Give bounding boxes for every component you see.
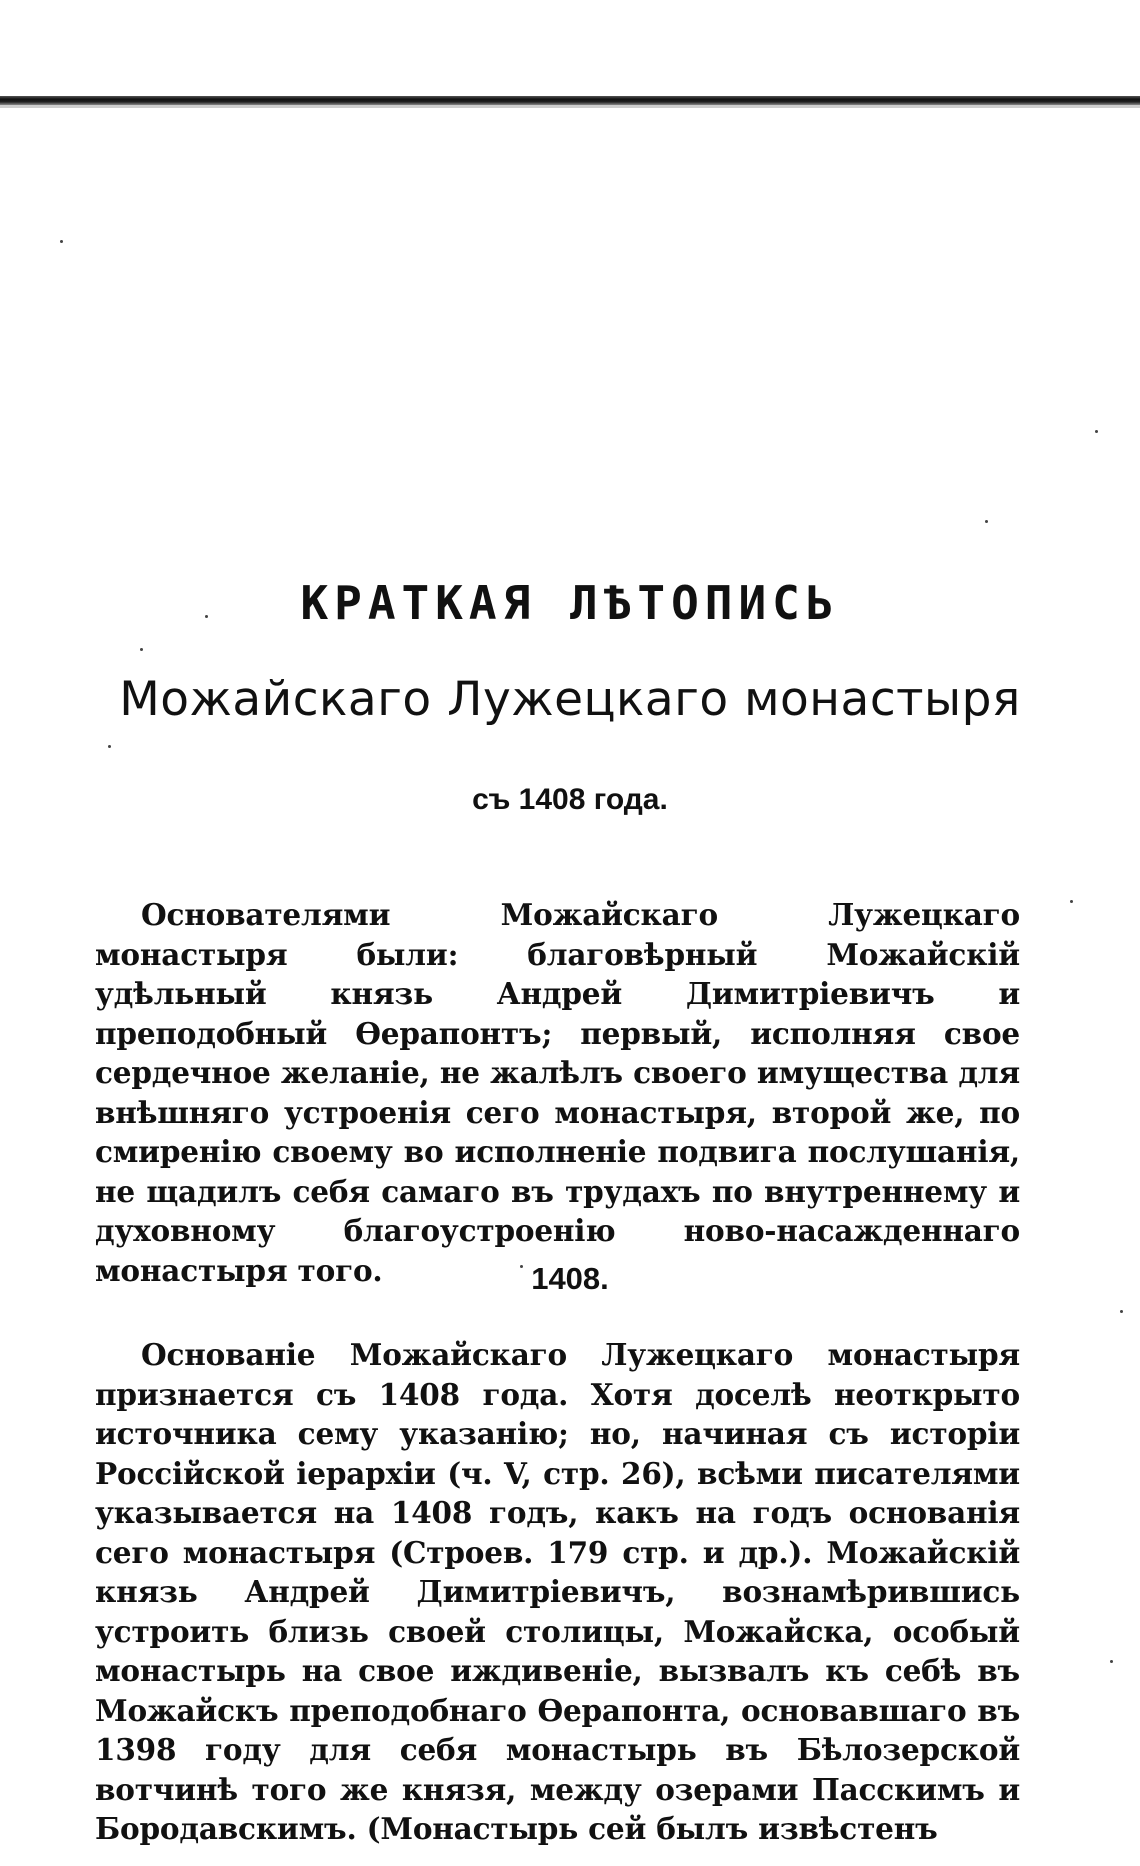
top-border-rule [0, 96, 1140, 105]
print-speck [1120, 1310, 1123, 1313]
print-speck [1095, 430, 1098, 433]
founding-paragraph: Основаніе Можайскаго Лужецкаго монастыря признается съ 1408 года. Хотя доселѣ неоткрыто источника сему указанію; но, начиная съ исторіи Россійской іерархіи (ч. V, стр. 26), всѣми писателями указывается на 1408 годъ, какъ на годъ основанія сего монастыря (Строев. 179 стр. и др.). Можайскій князь Андрей Димитріевичъ, вознамѣрившись устроить близь своей столицы, Можайска, особый монастырь на свое иждивеніе, вызвалъ къ себѣ въ Можайскъ преподобнаго Ѳерапонта, основавшаго въ 1398 году для себя монастырь въ Бѣлозерской вотчинѣ того же князя, между озерами Пасскимъ и Бородавскимъ. (Монастырь сей былъ извѣстенъ [95, 1337, 1020, 1846]
print-speck [1110, 1660, 1113, 1663]
print-speck [985, 520, 988, 523]
founders-paragraph: Основателями Можайскаго Лужецкаго монастыря были: благовѣрный Можайскій удѣльный князь Андрей Димитріевичъ и преподобный Ѳерапонтъ; первый, исполняя свое сердечное желаніе, не жалѣлъ своего имущества для внѣшняго устроенія сего монастыря, второй же, по смиренію своему во исполненіе подвига послушанія, не щадилъ себя самаго въ трудахъ по внутреннему и духовному благоустроенію ново-насажденнаго монастыря того. [95, 897, 1020, 1288]
chronicle-title: КРАТКАЯ ЛѢТОПИСЬ [300, 576, 840, 630]
print-speck [1070, 900, 1073, 903]
year-heading: 1408. [531, 1261, 609, 1296]
monastery-subtitle: Можайскаго Лужецкаго монастыря [119, 672, 1021, 727]
top-border-shadow [0, 105, 1140, 108]
print-speck [108, 745, 111, 748]
print-speck [140, 648, 143, 651]
since-year-line: съ 1408 года. [472, 783, 668, 816]
print-speck [60, 240, 63, 243]
